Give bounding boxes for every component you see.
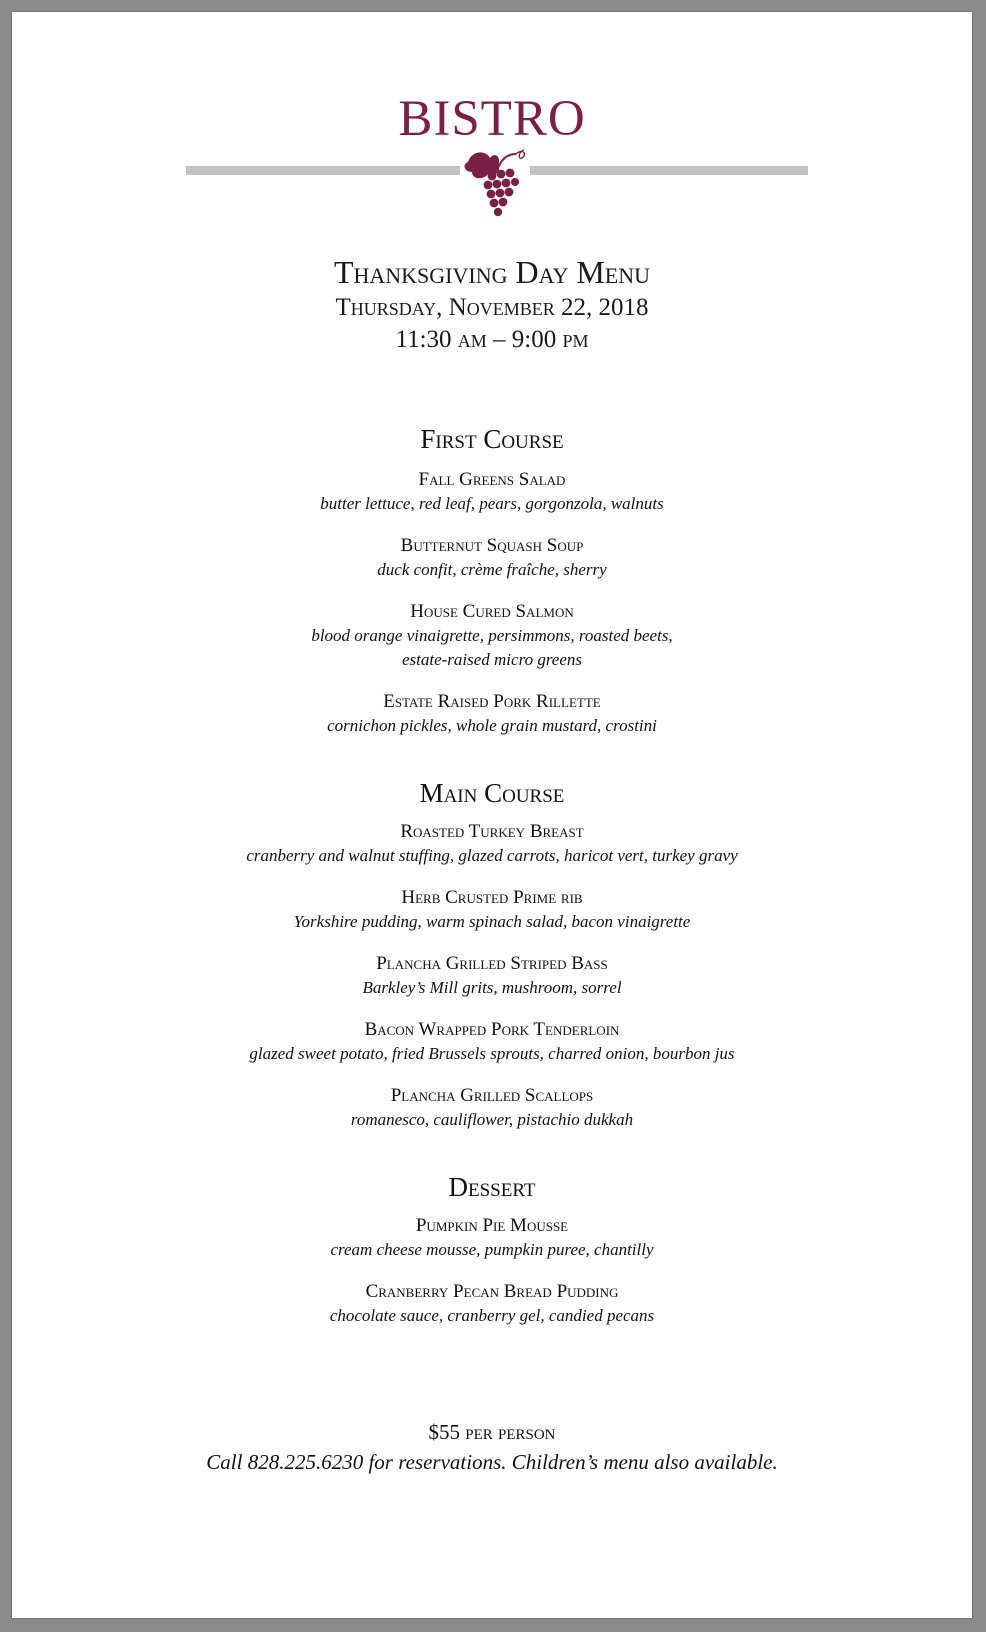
menu-footer	[12, 1417, 972, 1477]
dish-description: cream cheese mousse, pumpkin puree, chantilly	[330, 1240, 654, 1259]
dish-name: Plancha Grilled Striped Bass	[376, 953, 608, 974]
dish-name: Bacon Wrapped Pork Tenderloin	[364, 1019, 620, 1040]
reservation-note: Call 828.225.6230 for reservations. Children’s menu also available.	[206, 1450, 778, 1474]
dish-description: blood orange vinaigrette, persimmons, roasted beets,	[311, 626, 673, 645]
dish	[12, 886, 972, 934]
dish	[12, 534, 972, 582]
course-first	[12, 422, 972, 738]
logo-wordmark: BISTRO	[398, 91, 586, 147]
dish-name: House Cured Salmon	[410, 601, 574, 622]
dish	[12, 1280, 972, 1328]
dish-description: chocolate sauce, cranberry gel, candied pecans	[329, 1306, 655, 1325]
menu-hours: 11:30 am – 9:00 pm	[395, 326, 589, 353]
menu-content	[12, 422, 972, 1366]
dish	[12, 952, 972, 1000]
dish-name: Estate Raised Pork Rillette	[383, 691, 601, 712]
course-title: Main Course	[419, 778, 565, 808]
dish-name: Herb Crusted Prime rib	[401, 887, 583, 908]
dish-description: butter lettuce, red leaf, pears, gorgonzola, walnuts	[320, 494, 664, 513]
menu-page	[12, 12, 972, 1618]
dish-description: romanesco, cauliflower, pistachio dukkah	[350, 1110, 634, 1129]
dish-description: Yorkshire pudding, warm spinach salad, bacon vinaigrette	[293, 912, 691, 931]
course-title: Dessert	[448, 1172, 536, 1202]
dish	[12, 820, 972, 868]
dish-name: Butternut Squash Soup	[400, 535, 584, 556]
divider-right	[530, 166, 808, 175]
dish-name: Plancha Grilled Scallops	[390, 1085, 594, 1106]
course-title: First Course	[420, 424, 564, 454]
dish	[12, 1018, 972, 1066]
menu-date: Thursday, November 22, 2018	[335, 294, 649, 321]
menu-header	[12, 252, 972, 356]
course-dessert	[12, 1170, 972, 1328]
dish-description: glazed sweet potato, fried Brussels sprouts, charred onion, bourbon jus	[249, 1044, 735, 1063]
divider-left	[186, 166, 460, 175]
dish	[12, 690, 972, 738]
dish	[12, 1214, 972, 1262]
dish-name: Roasted Turkey Breast	[400, 821, 584, 842]
dish	[12, 1084, 972, 1132]
dish-name: Fall Greens Salad	[418, 469, 566, 490]
dish-name: Pumpkin Pie Mousse	[415, 1215, 569, 1236]
price-per-person: $55 per person	[428, 1420, 556, 1444]
grape-cluster-icon	[458, 140, 532, 222]
course-main	[12, 776, 972, 1132]
dish-description: cranberry and walnut stuffing, glazed carrots, haricot vert, turkey gravy	[246, 846, 738, 865]
dish-description: Barkley’s Mill grits, mushroom, sorrel	[362, 978, 622, 997]
dish-description: duck confit, crème fraîche, sherry	[377, 560, 607, 579]
dish-description: cornichon pickles, whole grain mustard, crostini	[327, 716, 657, 735]
dish	[12, 600, 972, 672]
dish-name: Cranberry Pecan Bread Pudding	[365, 1281, 619, 1302]
dish	[12, 468, 972, 516]
menu-title: Thanksgiving Day Menu	[333, 254, 651, 290]
dish-description: estate-raised micro greens	[401, 650, 583, 669]
